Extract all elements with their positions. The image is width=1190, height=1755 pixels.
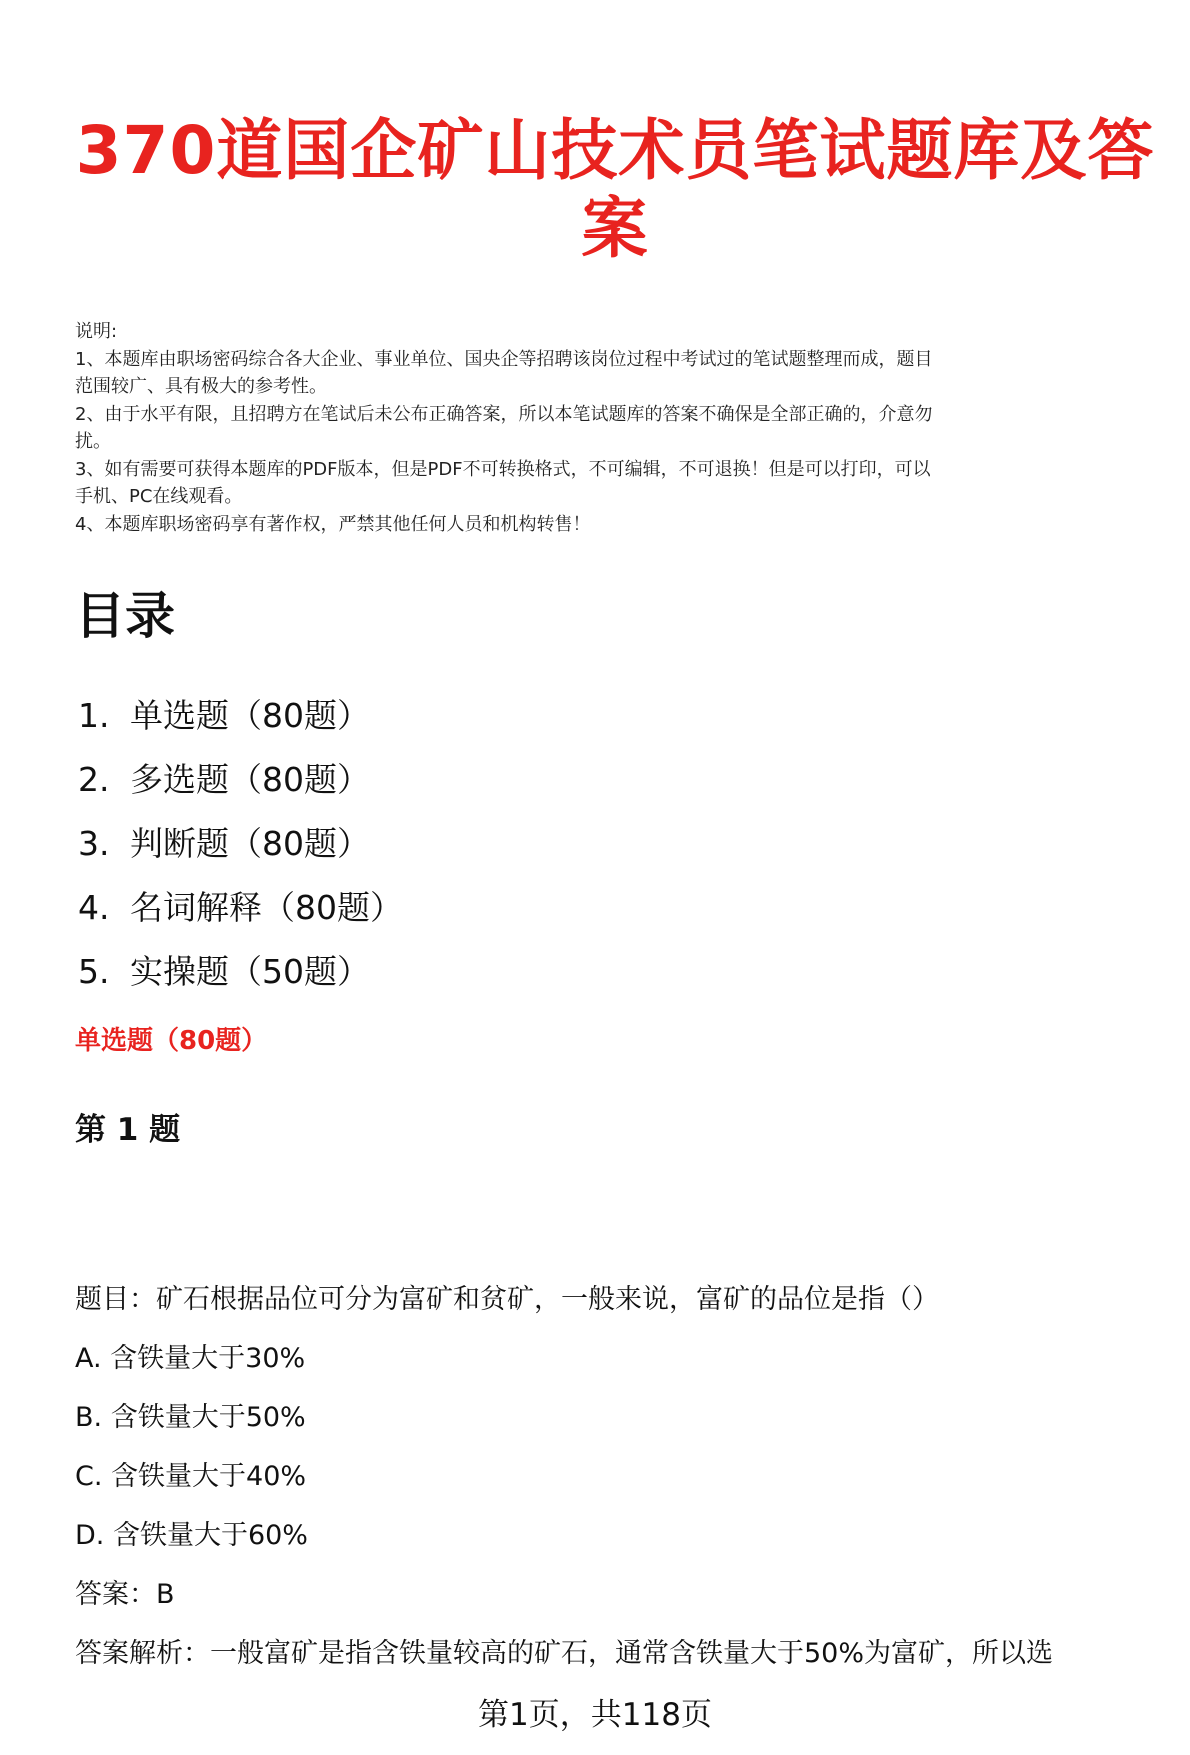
- question-body: [75, 1270, 1165, 1683]
- toc-item-number: 2.: [78, 760, 110, 799]
- notes-block: [75, 318, 1155, 538]
- toc-item[interactable]: [78, 876, 403, 940]
- page-footer: 第1页，共118页: [478, 1697, 712, 1733]
- question-option: A. 含铁量大于30%: [75, 1343, 306, 1374]
- question-stem: 题目：矿石根据品位可分为富矿和贫矿，一般来说，富矿的品位是指（）: [75, 1284, 939, 1315]
- document-title: 370道国企矿山技术员笔试题库及答案: [75, 112, 1155, 267]
- toc-item-number: 1.: [78, 696, 110, 735]
- question-explanation: 答案解析：一般富矿是指含铁量较高的矿石，通常含铁量大于50%为富矿，所以选: [75, 1638, 1054, 1669]
- toc-item-number: 5.: [78, 952, 110, 991]
- notes-line: 2、由于水平有限，且招聘方在笔试后未公布正确答案，所以本笔试题库的答案不确保是全部正确的，介意勿: [75, 403, 933, 425]
- notes-line: 扰。: [75, 431, 111, 452]
- toc-item-label: 判断题（80题）: [130, 824, 370, 863]
- question-option: B. 含铁量大于50%: [75, 1402, 306, 1433]
- notes-line: 范围较广、具有极大的参考性。: [75, 376, 327, 397]
- toc-item-label: 单选题（80题）: [130, 696, 370, 735]
- question-option: D. 含铁量大于60%: [75, 1520, 308, 1551]
- toc-item[interactable]: [78, 748, 403, 812]
- notes-line: 3、如有需要可获得本题库的PDF版本，但是PDF不可转换格式，不可编辑，不可退换！但是可以打印，可以: [75, 458, 931, 480]
- toc-item-label: 实操题（50题）: [130, 952, 370, 991]
- section-title: 单选题（80题）: [75, 1026, 268, 1056]
- question-option: C. 含铁量大于40%: [75, 1461, 307, 1492]
- toc-item-number: 4.: [78, 888, 110, 927]
- toc-item-label: 名词解释（80题）: [130, 888, 403, 927]
- notes-label: 说明:: [75, 321, 118, 342]
- toc-heading: 目录: [75, 587, 175, 645]
- table-of-contents: [78, 684, 403, 1004]
- notes-line: 1、本题库由职场密码综合各大企业、事业单位、国央企等招聘该岗位过程中考试过的笔试题整理而成，题目: [75, 348, 933, 370]
- notes-line: 手机、PC在线观看。: [75, 486, 243, 507]
- toc-item-number: 3.: [78, 824, 110, 863]
- question-number: 第 1 题: [75, 1112, 181, 1148]
- toc-item[interactable]: [78, 684, 403, 748]
- toc-item[interactable]: [78, 812, 403, 876]
- toc-item[interactable]: [78, 940, 403, 1004]
- toc-item-label: 多选题（80题）: [130, 760, 370, 799]
- notes-line: 4、本题库职场密码享有著作权，严禁其他任何人员和机构转售！: [75, 513, 591, 535]
- question-answer: 答案：B: [75, 1579, 175, 1610]
